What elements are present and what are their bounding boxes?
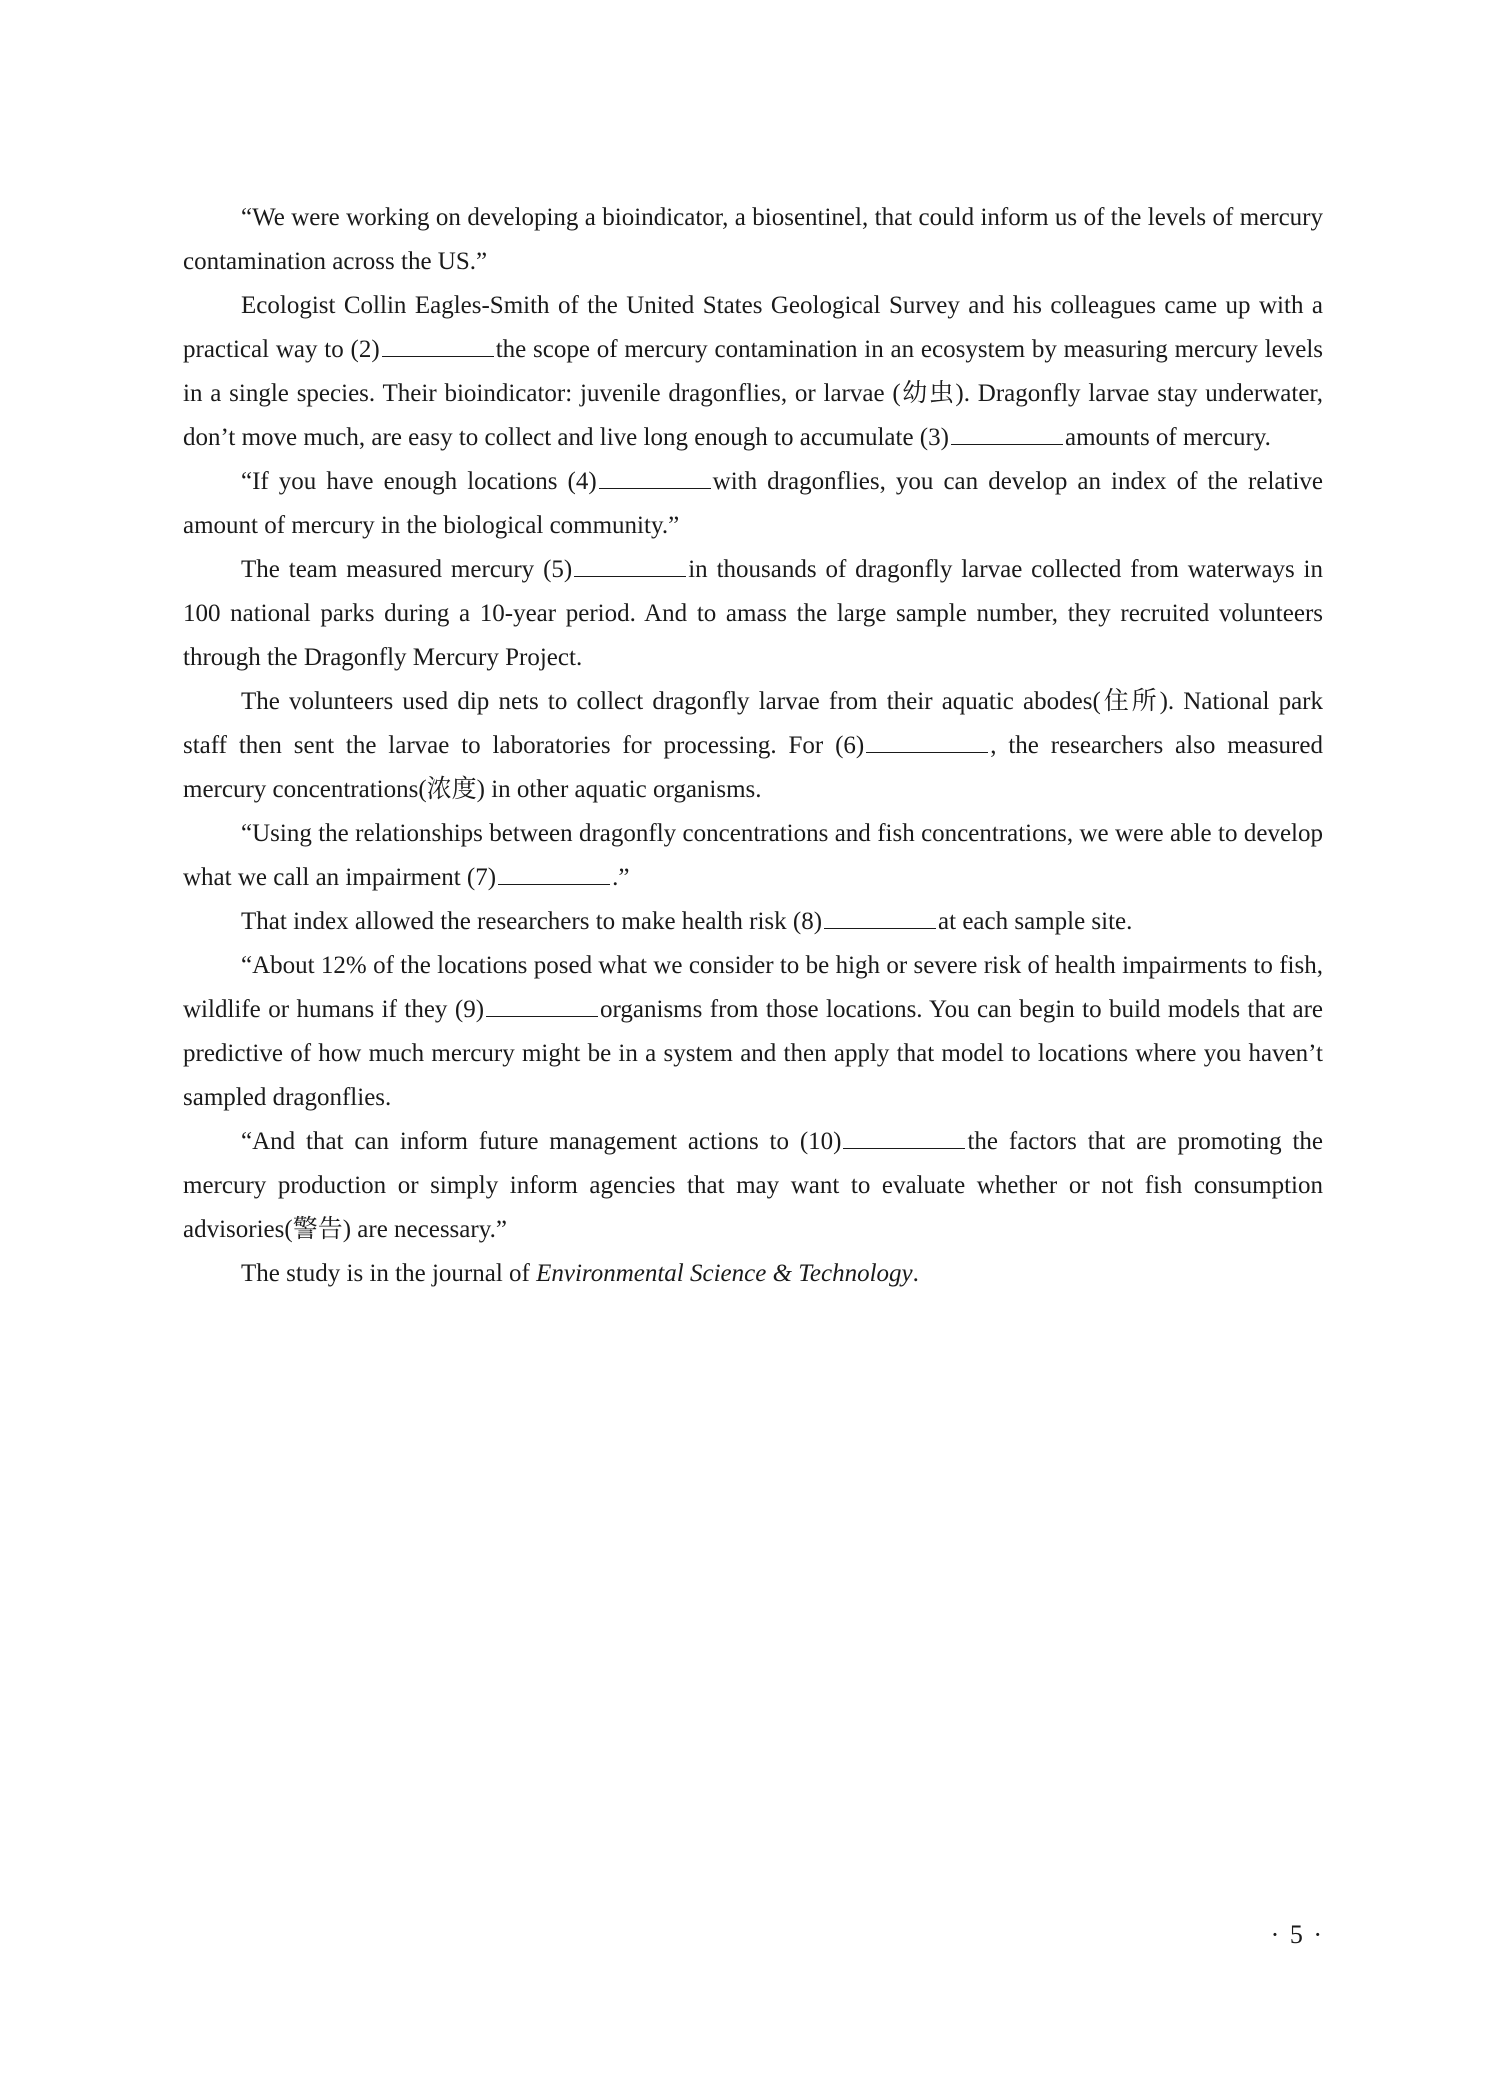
journal-title: Environmental Science & Technology: [536, 1260, 913, 1287]
paragraph-text: “If you have enough locations (4): [241, 468, 597, 495]
paragraph-9: [183, 1120, 1323, 1252]
paragraph-3: [183, 460, 1323, 548]
paragraph-4: [183, 548, 1323, 680]
paragraph-text: The team measured mercury (5): [241, 556, 573, 583]
paragraph-1: [183, 196, 1323, 284]
answer-blank-4[interactable]: [599, 464, 711, 489]
paragraph-text: the scope of mercury contamination in an ecosystem by measuring mercury levels in a single species. Their bioindicator: juvenile dragonflies, or larvae (幼虫). Dragonfly larvae stay underwater, don’t move much, are easy to collect and live long enough to accumulate (3): [183, 336, 1324, 451]
paragraph-text: the factors that are promoting the mercury production or simply inform agencies that may want to evaluate whether or not fish consumption advisories(警告) are necessary.”: [183, 1128, 1323, 1243]
answer-blank-10[interactable]: [843, 1124, 965, 1149]
answer-blank-9[interactable]: [486, 992, 598, 1017]
paragraph-text: .”: [612, 864, 630, 891]
paragraph-text: “About 12% of the locations posed what we consider to be high or severe risk of health impairments to fish, wildlife or humans if they (9): [183, 952, 1323, 1023]
answer-blank-7[interactable]: [498, 860, 610, 885]
paragraph-text: “And that can inform future management actions to (10): [241, 1128, 842, 1155]
paragraph-text: organisms from those locations. You can begin to build models that are predictive of how much mercury might be in a system and then apply that model to locations where you haven’t sampled dragonflies.: [183, 996, 1323, 1111]
paragraph-text: amounts of mercury.: [1064, 424, 1271, 451]
answer-blank-5[interactable]: [574, 552, 686, 577]
answer-blank-2[interactable]: [382, 332, 494, 357]
paragraph-text: .: [912, 1260, 919, 1287]
answer-blank-3[interactable]: [951, 420, 1063, 445]
paragraph-text: , the researchers also measured mercury concentrations(浓度) in other aquatic organisms.: [183, 732, 1323, 803]
paragraph-5: [183, 680, 1323, 812]
paragraph-2: [183, 284, 1323, 460]
paragraph-text: That index allowed the researchers to make health risk (8): [241, 908, 823, 935]
article-body: [183, 196, 1323, 1296]
paragraph-7: [183, 900, 1323, 944]
paragraph-text: in thousands of dragonfly larvae collected from waterways in 100 national parks during a 10-year period. And to amass the large sample number, they recruited volunteers through the Dragonfly Mercury Project.: [183, 556, 1324, 671]
paragraph-text: with dragonflies, you can develop an index of the relative amount of mercury in the biological community.”: [183, 468, 1323, 539]
paragraph-10: [183, 1252, 1323, 1296]
paragraph-text: “We were working on developing a bioindicator, a biosentinel, that could inform us of the levels of mercury contamination across the US.”: [183, 204, 1323, 275]
paragraph-6: [183, 812, 1323, 900]
paragraph-text: “Using the relationships between dragonfly concentrations and fish concentrations, we were able to develop what we call an impairment (7): [183, 820, 1323, 891]
page-number: · 5 ·: [1270, 1920, 1324, 1949]
paragraph-text: Ecologist Collin Eagles-Smith of the United States Geological Survey and his colleagues came up with a practical way to (2): [183, 292, 1323, 363]
answer-blank-6[interactable]: [866, 728, 988, 753]
answer-blank-8[interactable]: [824, 904, 936, 929]
paragraph-text: The volunteers used dip nets to collect dragonfly larvae from their aquatic abodes(住所). National park staff then sent the larvae to laboratories for processing. For (6): [183, 688, 1323, 759]
paragraph-text: at each sample site.: [938, 908, 1133, 935]
paragraph-8: [183, 944, 1323, 1120]
paragraph-text: The study is in the journal of: [241, 1260, 537, 1287]
